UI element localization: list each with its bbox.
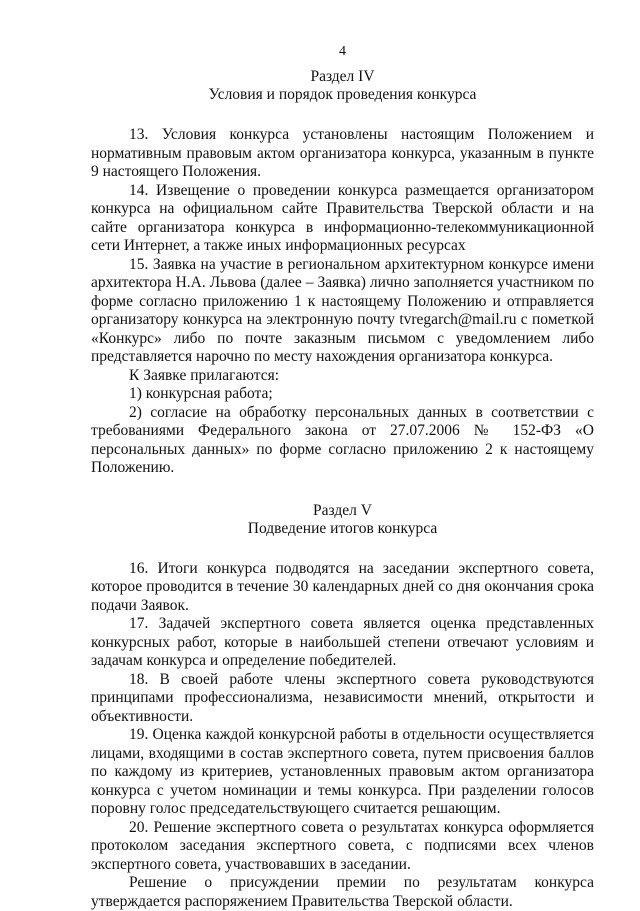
section-4 — [91, 68, 594, 478]
page-number: 4 — [91, 44, 594, 60]
paragraph-19: 19. Оценка каждой конкурсной работы в отдельности осуществляется лицами, входящими в состав экспертного совета, путем присвоения баллов по каждому из критериев, установленных правовым актом организатора конкурса с учетом номинации и темы конкурса. При разделении голосов поровну голос председательствующего считается решающим. — [91, 726, 594, 819]
section-4-heading: Раздел IV — [91, 68, 594, 86]
section-5-heading: Раздел V — [91, 502, 594, 520]
paragraph-18: 18. В своей работе члены экспертного совета руководствуются принципами профессионализма, независимости мнений, открытости и объективности. — [91, 671, 594, 727]
section-5-title: Подведение итогов конкурса — [91, 520, 594, 538]
paragraph-17: 17. Задачей экспертного совета является оценка представленных конкурсных работ, которые в наибольшей степени отвечают условиям и задачам конкурса и определение победителей. — [91, 615, 594, 671]
section-5 — [91, 502, 594, 911]
paragraph-20: 20. Решение экспертного совета о результатах конкурса оформляется протоколом заседания экспертного совета, с подписями всех членов экспертного совета, участвовавших в заседании. — [91, 819, 594, 875]
attachments-intro: К Заявке прилагаются: — [91, 367, 594, 386]
section-4-title: Условия и порядок проведения конкурса — [91, 86, 594, 104]
attachment-item-2: 2) согласие на обработку персональных данных в соответствии с требованиями Федерального закона от 27.07.2006 № 152-ФЗ «О персональных данных» по форме согласно приложению 2 к настоящему Положению. — [91, 404, 594, 478]
paragraph-13: 13. Условия конкурса установлены настоящим Положением и нормативным правовым актом организатора конкурса, указанным в пункте 9 настоящего Положения. — [91, 126, 594, 182]
attachment-item-1: 1) конкурсная работа; — [91, 385, 594, 404]
paragraph-16: 16. Итоги конкурса подводятся на заседании экспертного совета, которое проводится в течение 30 календарных дней со дня окончания срока подачи Заявок. — [91, 560, 594, 616]
final-decision-paragraph: Решение о присуждении премии по результатам конкурса утверждается распоряжением Правительства Тверской области. — [91, 874, 594, 911]
paragraph-14: 14. Извещение о проведении конкурса размещается организатором конкурса на официальном сайте Правительства Тверской области и на сайте организатора конкурса в информационно-телекоммуникационной сети Интернет, а также иных информационных ресурсах — [91, 182, 594, 256]
paragraph-15: 15. Заявка на участие в региональном архитектурном конкурсе имени архитектора Н.А. Львова (далее – Заявка) лично заполняется участником по форме согласно приложению 1 к настоящему Положению и отправляется организатору конкурса на электронную почту tvregarch@mail.ru с пометкой «Конкурс» либо по почте заказным письмом с уведомлением либо представляется нарочно по месту нахождения организатора конкурса. — [91, 256, 594, 367]
